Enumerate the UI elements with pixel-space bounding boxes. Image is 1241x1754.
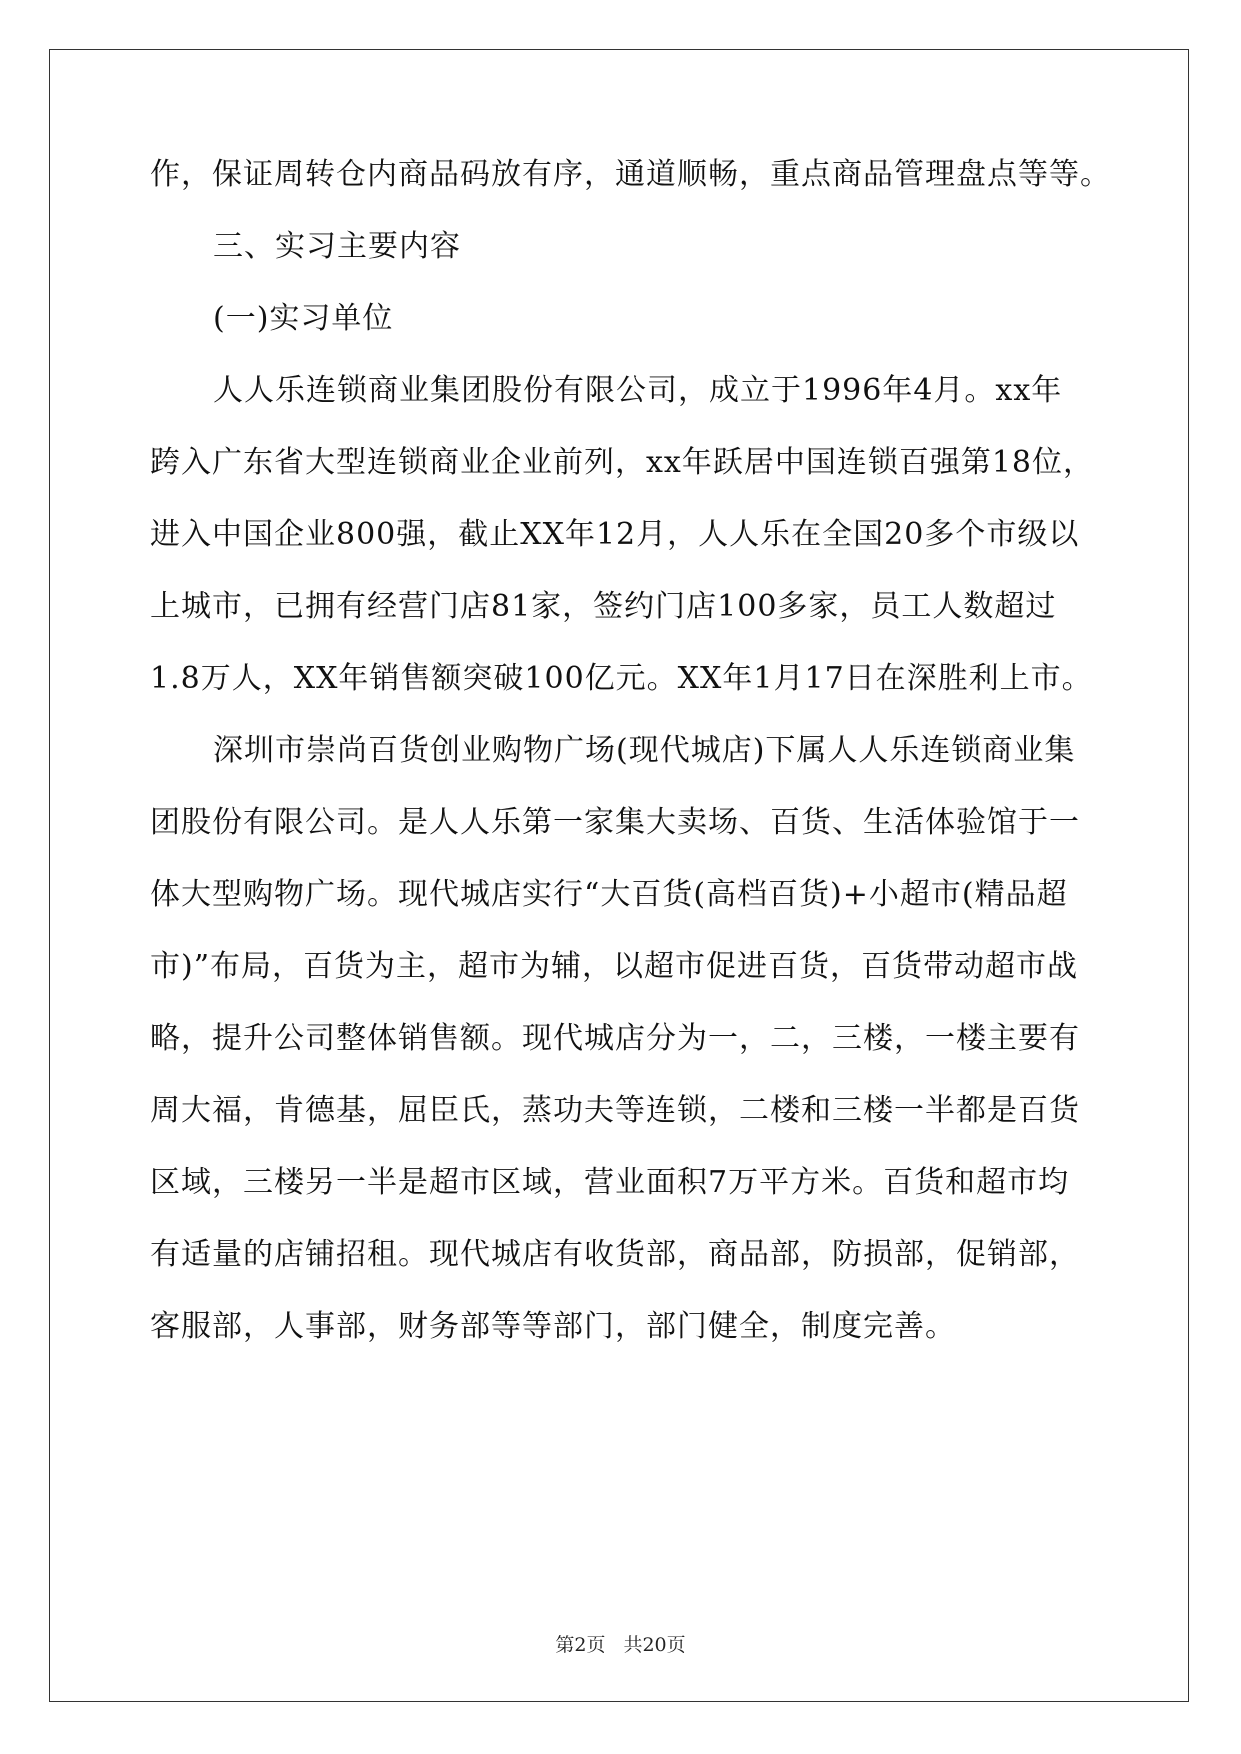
text-line: 客服部，人事部，财务部等等部门，部门健全，制度完善。 (150, 1309, 956, 1344)
text-line: 深圳市崇尚百货创业购物广场(现代城店)下属人人乐连锁商业集 (213, 733, 1076, 768)
text-line: 上城市，已拥有经营门店81家，签约门店100多家，员工人数超过 (150, 589, 1057, 624)
text-line: 跨入广东省大型连锁商业企业前列，xx年跃居中国连锁百强第18位， (150, 445, 1095, 480)
text-line: 周大福，肯德基，屈臣氏，蒸功夫等连锁，二楼和三楼一半都是百货 (150, 1093, 1080, 1128)
text-line: 作，保证周转仓内商品码放有序，通道顺畅，重点商品管理盘点等等。 (150, 157, 1111, 192)
section-heading: 三、实习主要内容 (213, 229, 461, 264)
text-line: 1.8万人，XX年销售额突破100亿元。XX年1月17日在深胜利上市。 (150, 661, 1093, 696)
subsection-heading: (一)实习单位 (213, 301, 394, 336)
text-line: 略，提升公司整体销售额。现代城店分为一，二，三楼，一楼主要有 (150, 1021, 1080, 1056)
text-line: 进入中国企业800强，截止XX年12月，人人乐在全国20多个市级以 (150, 517, 1080, 552)
total-pages: 共20页 (623, 1634, 686, 1656)
text-line: 团股份有限公司。是人人乐第一家集大卖场、百货、生活体验馆于一 (150, 805, 1080, 840)
text-line: 人人乐连锁商业集团股份有限公司，成立于1996年4月。xx年 (213, 373, 1063, 408)
text-line: 体大型购物广场。现代城店实行“大百货(高档百货)+小超市(精品超 (150, 877, 1068, 912)
page-footer (0, 1633, 1241, 1657)
page-number: 第2页 (555, 1634, 606, 1656)
text-line: 区域，三楼另一半是超市区域，营业面积7万平方米。百货和超市均 (150, 1165, 1070, 1200)
text-line: 市)”布局，百货为主，超市为辅，以超市促进百货，百货带动超市战 (150, 949, 1079, 984)
text-line: 有适量的店铺招租。现代城店有收货部，商品部，防损部，促销部， (150, 1237, 1080, 1272)
